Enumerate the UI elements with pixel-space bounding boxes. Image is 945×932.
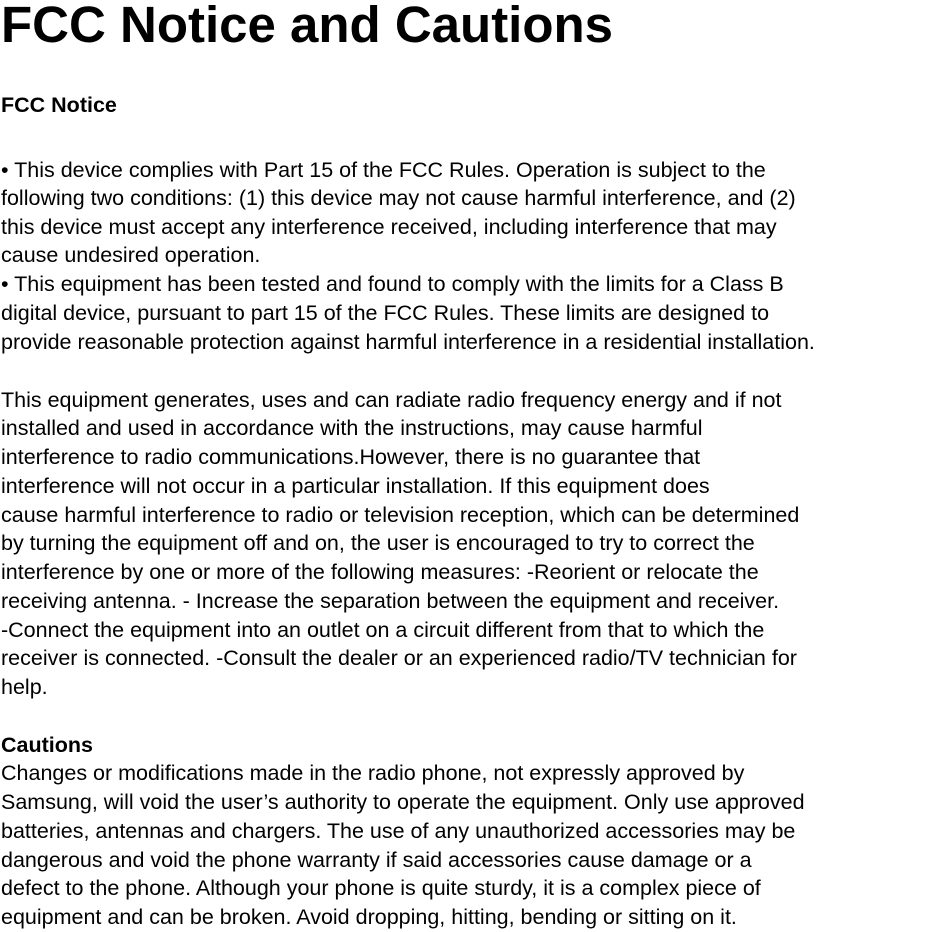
fcc-paragraph-line: interference will not occur in a particular installation. If this equipment does bbox=[1, 474, 710, 498]
fcc-bullet-2-line: provide reasonable protection against harmful interference in a residential installation. bbox=[1, 330, 815, 354]
cautions-line: dangerous and void the phone warranty if said accessories cause damage or a bbox=[1, 848, 752, 872]
cautions-line: defect to the phone. Although your phone is quite sturdy, it is a complex piece of bbox=[1, 876, 761, 900]
fcc-bullet-1-line: cause undesired operation. bbox=[1, 243, 261, 267]
fcc-bullet-2-line: digital device, pursuant to part 15 of the FCC Rules. These limits are designed to bbox=[1, 301, 770, 325]
fcc-paragraph-line: by turning the equipment off and on, the user is encouraged to try to correct the bbox=[1, 531, 755, 555]
fcc-bullet-1-line: • This device complies with Part 15 of the FCC Rules. Operation is subject to the bbox=[1, 158, 766, 182]
cautions-line: Samsung, will void the user’s authority to operate the equipment. Only use approved bbox=[1, 790, 805, 814]
fcc-paragraph-line: interference to radio communications.However, there is no guarantee that bbox=[1, 445, 701, 469]
fcc-paragraph-line: receiver is connected. -Consult the dealer or an experienced radio/TV technician for bbox=[1, 646, 797, 670]
fcc-bullet-1-line: following two conditions: (1) this device may not cause harmful interference, and (2) bbox=[1, 186, 796, 210]
fcc-bullet-2-line: • This equipment has been tested and found to comply with the limits for a Class B bbox=[1, 272, 784, 296]
fcc-paragraph-line: interference by one or more of the following measures: -Reorient or relocate the bbox=[1, 560, 759, 584]
cautions-line: equipment and can be broken. Avoid dropping, hitting, bending or sitting on it. bbox=[1, 905, 737, 929]
fcc-paragraph-line: This equipment generates, uses and can radiate radio frequency energy and if not bbox=[1, 388, 782, 412]
cautions-line: batteries, antennas and chargers. The use of any unauthorized accessories may be bbox=[1, 819, 796, 843]
fcc-notice-heading: FCC Notice bbox=[1, 93, 117, 117]
fcc-bullet-1-line: this device must accept any interference received, including interference that may bbox=[1, 215, 777, 239]
fcc-paragraph-line: receiving antenna. - Increase the separation between the equipment and receiver. bbox=[1, 589, 780, 613]
page-title: FCC Notice and Cautions bbox=[1, 0, 614, 53]
fcc-paragraph-line: help. bbox=[1, 675, 48, 699]
cautions-heading: Cautions bbox=[1, 733, 93, 757]
fcc-paragraph-line: cause harmful interference to radio or television reception, which can be determined bbox=[1, 503, 800, 527]
fcc-paragraph-line: installed and used in accordance with the instructions, may cause harmful bbox=[1, 416, 703, 440]
cautions-line: Changes or modifications made in the radio phone, not expressly approved by bbox=[1, 761, 745, 785]
fcc-paragraph-line: -Connect the equipment into an outlet on a circuit different from that to which the bbox=[1, 618, 765, 642]
